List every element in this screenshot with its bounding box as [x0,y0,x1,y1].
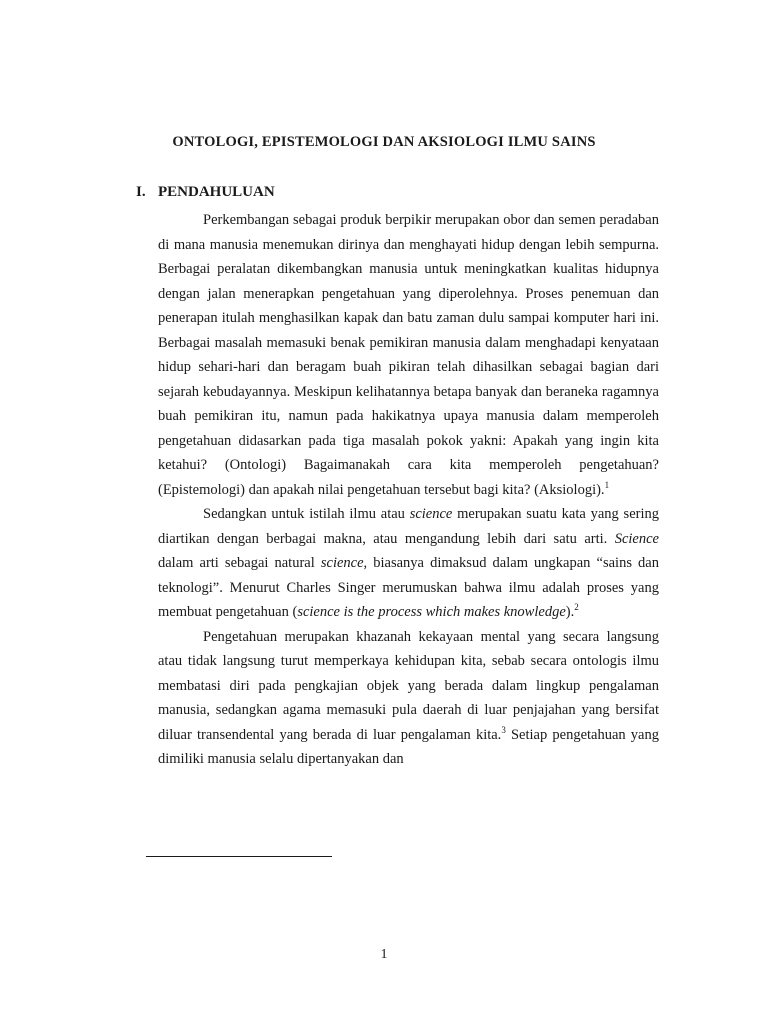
footnote-ref-1: 1 [604,479,610,490]
paragraph-3 [158,625,659,772]
italic-term: Science [614,530,659,547]
paragraph-text: dalam arti sebagai natural [158,555,321,571]
italic-term: science [320,555,364,571]
paragraph-1 [158,208,659,502]
footnote-ref-3: 3 [501,724,506,735]
paragraph-text: ). [565,604,575,620]
paragraph-text: Setiap pengetahuan yang dimiliki manusia selalu dipertanyakan dan [158,726,659,767]
paragraph-text: Sedangkan untuk istilah ilmu atau [203,506,410,522]
italic-term: science [409,506,453,522]
paragraph-text: Pengetahuan merupakan khazanah kekayaan mental yang secara langsung atau tidak langsung turut memperkaya kehidupan kita, sebab secara ontologis ilmu membatasi diri pada pengkajian objek yang berada dalam lingkup pengalaman manusia, sedangkan agama memasuki pula daerah di luar penjajahan yang bersifat diluar transendental yang berada di luar pengalaman kita. [158,628,659,743]
body-text [158,208,659,772]
paragraph-text: , biasanya dimaksud dalam ungkapan “sains dan teknologi”. Menurut Charles Singer merumuskan bahwa ilmu adalah proses yang membuat pengetahuan ( [158,555,659,620]
document-title: ONTOLOGI, EPISTEMOLOGI DAN AKSIOLOGI ILMU SAINS [172,134,596,150]
section-title: PENDAHULUAN [158,184,275,200]
paragraph-text: Perkembangan sebagai produk berpikir merupakan obor dan semen peradaban di mana manusia menemukan dirinya dan menghayati hidup dengan lebih sempurna. Berbagai peralatan dikembangkan manusia untuk meningkatkan kualitas hidupnya dengan jalan menerapkan pengetahuan yang diperolehnya. Proses penemuan dan penerapan itulah menghasilkan kapak dan batu zaman dulu sampai komputer hari ini. Berbagai masalah memasuki benak pemikiran manusia dalam menghadapi kenyataan hidup sehari-hari dan beragam buah pikiran telah dihasilkan sebagai bagian dari sejarah kebudayannya. Meskipun kelihatannya betapa banyak dan beraneka ragamnya buah pemikiran itu, namun pada hakikatnya upaya manusia dalam memperoleh pengetahuan didasarkan pada tiga masalah pokok yakni: Apakah yang ingin kita ketahui? (Ontologi) Bagaimanakah cara kita memperoleh pengetahuan? (Epistemologi) dan apakah nilai pengetahuan tersebut bagi kita? (Aksiologi). [158,212,659,498]
footnote-ref-2: 2 [574,602,579,612]
section-heading [136,184,275,201]
section-number: I. [136,184,146,200]
paragraph-2 [158,502,659,625]
italic-quote: science is the process which makes knowledge [297,604,566,620]
paragraph-text: merupakan suatu kata yang sering diartikan dengan berbagai makna, atau mengandung lebih dari satu arti. [158,506,659,547]
page-number: 1 [380,947,388,962]
footnote-separator [146,856,332,857]
